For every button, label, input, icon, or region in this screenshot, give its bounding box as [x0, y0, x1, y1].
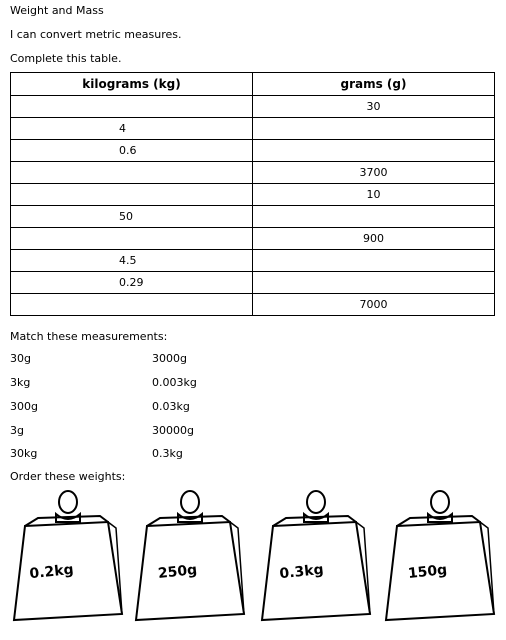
table-row [11, 294, 495, 316]
kg-cell[interactable] [11, 228, 253, 250]
match-right-item[interactable]: 0.03kg [152, 400, 190, 413]
weight-icon [14, 491, 122, 620]
learning-objective: I can convert metric measures. [10, 28, 182, 41]
page-title: Weight and Mass [10, 4, 104, 17]
g-cell[interactable] [253, 140, 495, 162]
kg-cell[interactable]: 0.29 [11, 272, 253, 294]
kg-cell[interactable] [11, 96, 253, 118]
kg-cell[interactable]: 4.5 [11, 250, 253, 272]
kg-cell[interactable] [11, 294, 253, 316]
g-cell[interactable]: 10 [253, 184, 495, 206]
column-header-grams: grams (g) [253, 73, 495, 96]
table-row [11, 118, 495, 140]
g-cell[interactable]: 30 [253, 96, 495, 118]
kg-cell[interactable] [11, 162, 253, 184]
match-right-item[interactable]: 0.003kg [152, 376, 197, 389]
kg-cell[interactable] [11, 184, 253, 206]
order-heading: Order these weights: [10, 470, 126, 483]
table-row [11, 228, 495, 250]
weight-label: 0.2kg [28, 561, 75, 583]
g-cell[interactable] [253, 272, 495, 294]
kg-cell[interactable]: 50 [11, 206, 253, 228]
g-cell[interactable] [253, 206, 495, 228]
match-left-item[interactable]: 3kg [10, 376, 31, 389]
table-row [11, 96, 495, 118]
g-cell[interactable] [253, 250, 495, 272]
weight-icon [386, 491, 494, 620]
table-row [11, 162, 495, 184]
match-right-item[interactable]: 3000g [152, 352, 187, 365]
g-cell[interactable]: 900 [253, 228, 495, 250]
weights-row [0, 488, 506, 628]
weight-label: 0.3kg [278, 561, 325, 583]
table-row [11, 250, 495, 272]
match-right-item[interactable]: 30000g [152, 424, 194, 437]
g-cell[interactable] [253, 118, 495, 140]
weight-label: 150g [407, 562, 448, 583]
match-left-item[interactable]: 30g [10, 352, 31, 365]
table-row [11, 184, 495, 206]
conversion-table [10, 72, 495, 316]
column-header-kilograms: kilograms (kg) [11, 73, 253, 96]
kg-cell[interactable]: 0.6 [11, 140, 253, 162]
g-cell[interactable]: 3700 [253, 162, 495, 184]
match-left-item[interactable]: 3g [10, 424, 24, 437]
kg-cell[interactable]: 4 [11, 118, 253, 140]
match-right-item[interactable]: 0.3kg [152, 447, 183, 460]
weight-icon [136, 491, 244, 620]
table-row [11, 272, 495, 294]
g-cell[interactable]: 7000 [253, 294, 495, 316]
weight-icon [262, 491, 370, 620]
match-heading: Match these measurements: [10, 330, 168, 343]
table-row [11, 140, 495, 162]
table-header-row [11, 73, 495, 96]
table-instruction: Complete this table. [10, 52, 122, 65]
match-left-item[interactable]: 30kg [10, 447, 38, 460]
weight-label: 250g [157, 562, 198, 583]
match-left-item[interactable]: 300g [10, 400, 38, 413]
table-row [11, 206, 495, 228]
